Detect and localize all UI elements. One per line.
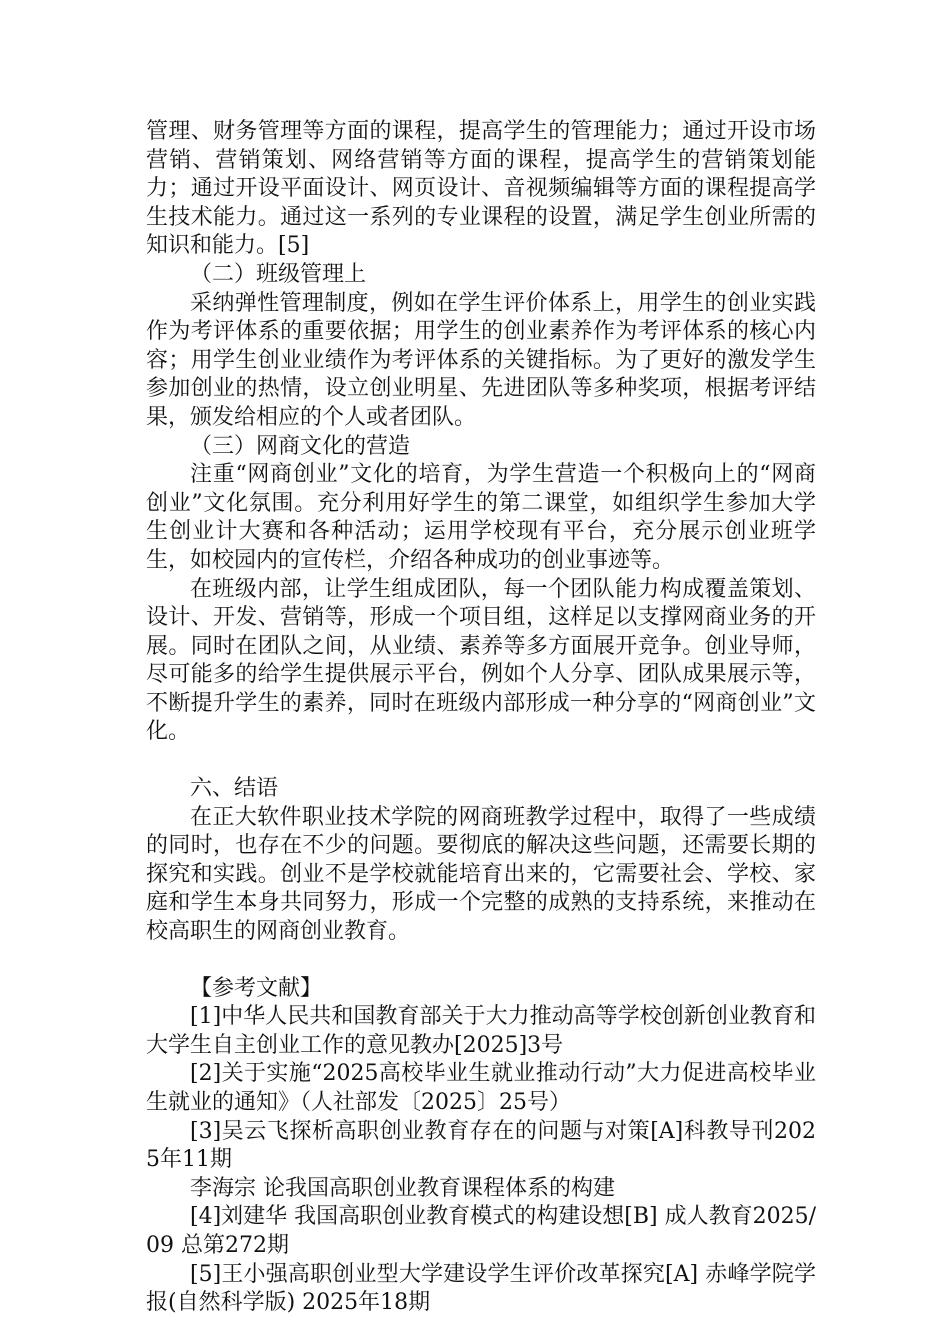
- reference-item: [3]吴云飞探析高职创业教育存在的问题与对策[A]科教导刊2025年11期: [146, 1118, 816, 1173]
- conclusion-heading: 六、结语: [190, 776, 279, 802]
- section3-paragraph-2: 在班级内部，让学生组成团队，每一个团队能力构成覆盖策划、设计、开发、营销等，形成一个项目组，这样足以支撑网商业务的开展。同时在团队之间，从业绩、素养等多方面展开竞争。创业导师，尽可能多的给学生提供展示平台，例如个人分享、团队成果展示等，不断提升学生的素养，同时在班级内部形成一种分享的“网商创业”文化。: [146, 576, 816, 745]
- continued-paragraph: 管理、财务管理等方面的课程，提高学生的管理能力；通过开设市场营销、营销策划、网络营销等方面的课程，提高学生的营销策划能力；通过开设平面设计、网页设计、音视频编辑等方面的课程提高学生技术能力。通过这一系列的专业课程的设置，满足学生创业所需的知识和能力。[5]: [146, 119, 816, 259]
- document-page: [146, 118, 816, 1318]
- spacer: [146, 947, 816, 975]
- spacer: [146, 747, 816, 775]
- reference-item: [1]中华人民共和国教育部关于大力推动高等学校创新创业教育和大学生自主创业工作的意见教办[2025]3号: [146, 1004, 816, 1058]
- section3-paragraph-1: 注重“网商创业”文化的培育，为学生营造一个积极向上的“网商创业”文化氛围。充分利用好学生的第二课堂，如组织学生参加大学生创业计大赛和各种活动；运用学校现有平台，充分展示创业班学生，如校园内的宣传栏，介绍各种成功的创业事迹等。: [146, 462, 816, 573]
- reference-item: [4]刘建华 我国高职创业教育模式的构建设想[B] 成人教育2025/09 总第272期: [146, 1204, 816, 1258]
- reference-item: [2]关于实施“2025高校毕业生就业推动行动”大力促进高校毕业生就业的通知》（人社部发〔2025〕25号）: [146, 1061, 816, 1115]
- section3-heading: （三）网商文化的营造: [190, 433, 411, 459]
- conclusion-paragraph: 在正大软件职业技术学院的网商班教学过程中，取得了一些成绩的同时，也存在不少的问题。要彻底的解决这些问题，还需要长期的探究和实践。创业不是学校就能培育出来的，它需要社会、学校、家庭和学生本身共同努力，形成一个完整的成熟的支持系统，来推动在校高职生的网商创业教育。: [146, 804, 816, 945]
- section2-paragraph: 采纳弹性管理制度，例如在学生评价体系上，用学生的创业实践作为考评体系的重要依据；用学生的创业素养作为考评体系的核心内容；用学生创业业绩作为考评体系的关键指标。为了更好的激发学生参加创业的热情，设立创业明星、先进团队等多种奖项，根据考评结果，颁发给相应的个人或者团队。: [146, 290, 816, 430]
- reference-item: [5]王小强高职创业型大学建设学生评价改革探究[A] 赤峰学院学报(自然科学版) 2025年18期: [146, 1261, 816, 1316]
- references-heading: 【参考文献】: [190, 975, 323, 1001]
- section2-heading: （二）班级管理上: [190, 261, 367, 287]
- reference-item: 李海宗 论我国高职创业教育课程体系的构建: [190, 1175, 615, 1201]
